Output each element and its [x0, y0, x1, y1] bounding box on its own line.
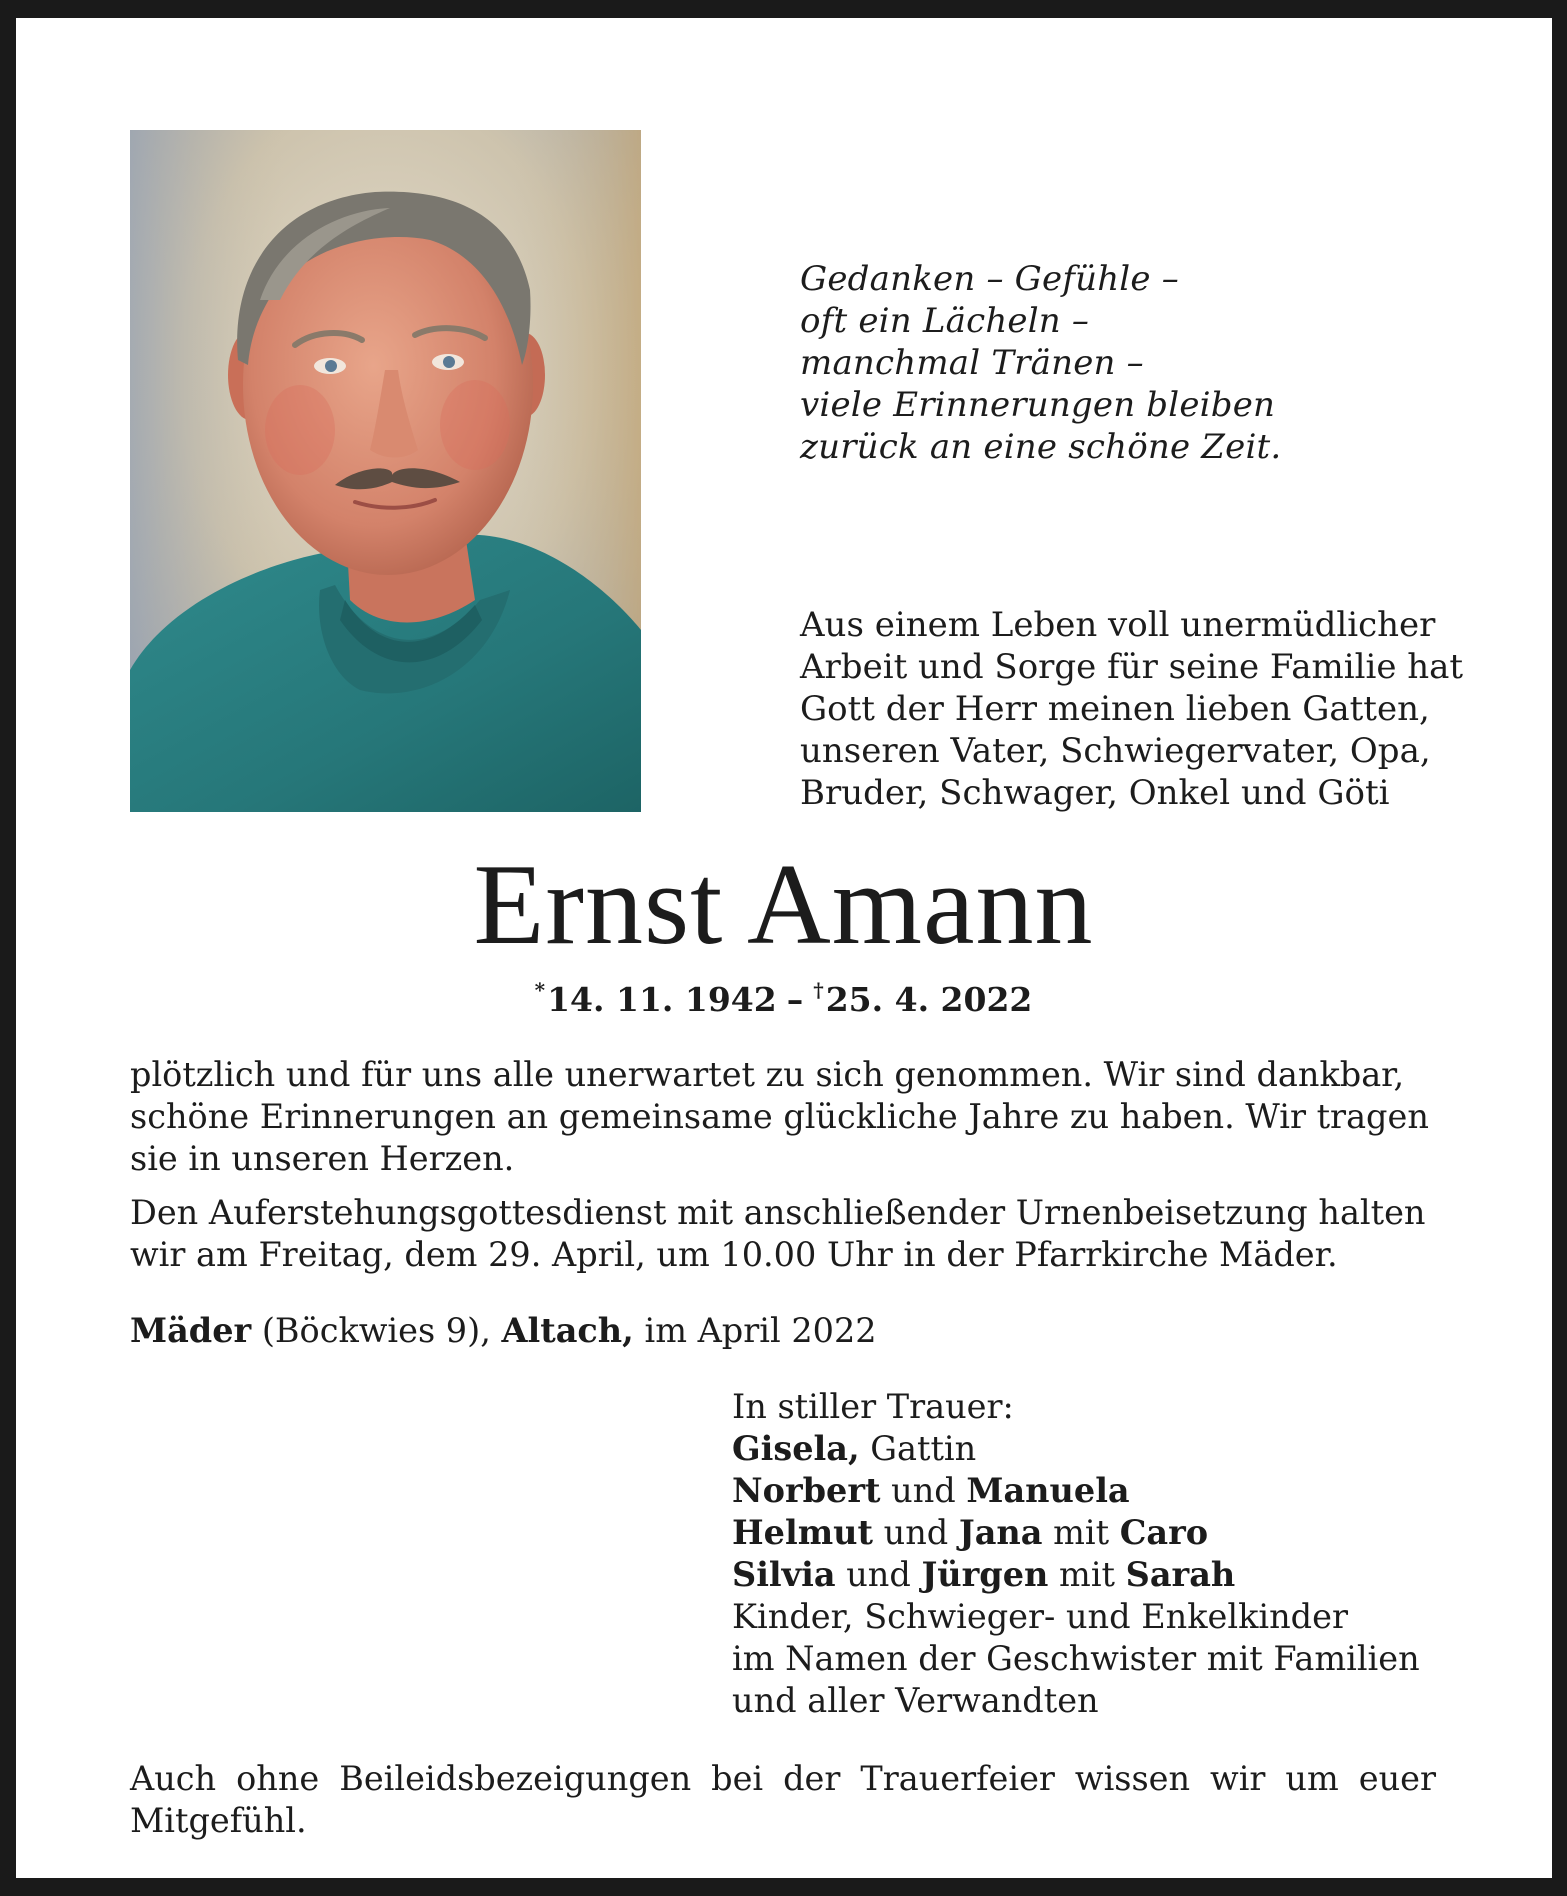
place-2: Altach, — [501, 1311, 634, 1350]
place-1: Mäder — [130, 1311, 252, 1350]
intro-line: unseren Vater, Schwiegervater, Opa, — [800, 731, 1431, 771]
mourner-line-children: Kinder, Schwieger- und Enkelkinder — [732, 1597, 1348, 1636]
month-year: im April 2022 — [633, 1311, 877, 1350]
intro-line: Aus einem Leben voll unermüdlicher — [800, 605, 1436, 645]
mourner-line-siblings: im Namen der Geschwister mit Familien — [732, 1639, 1420, 1678]
body-line: wir am Freitag, dem 29. April, um 10.00 Uhr in der Pfarrkirche Mäder. — [130, 1235, 1338, 1274]
poem-line: oft ein Lächeln – — [800, 301, 1090, 341]
death-date: 25. 4. 2022 — [825, 980, 1033, 1019]
mourners-heading: In stiller Trauer: — [732, 1387, 1014, 1426]
poem-line: viele Erinnerungen bleiben — [800, 385, 1276, 425]
mourner-line-relatives: und aller Verwandten — [732, 1681, 1099, 1720]
intro-line: Gott der Herr meinen lieben Gatten, — [800, 689, 1430, 729]
mourner-couple-2: Helmut und Jana mit Caro — [732, 1513, 1209, 1552]
body-line: sie in unseren Herzen. — [130, 1139, 515, 1178]
birth-symbol: * — [534, 978, 546, 1002]
mourner-couple-3: Silvia und Jürgen mit Sarah — [732, 1555, 1236, 1594]
portrait-photo — [130, 130, 641, 812]
death-symbol: † — [813, 978, 824, 1002]
intro-line: Bruder, Schwager, Onkel und Göti — [800, 773, 1390, 813]
body-paragraph-2 — [130, 1192, 1436, 1276]
mourner-spouse: Gisela, Gattin — [732, 1429, 977, 1468]
mourners-list — [732, 1386, 1452, 1722]
body-line: plötzlich und für uns alle unerwartet zu sich genommen. Wir sind dankbar, — [130, 1055, 1405, 1094]
poem-line: zurück an eine schöne Zeit. — [800, 427, 1282, 467]
body-line: schöne Erinnerungen an gemeinsame glückliche Jahre zu haben. Wir tragen — [130, 1097, 1429, 1136]
closing-line-2: Mitgefühl. — [130, 1801, 307, 1840]
intro-line: Arbeit und Sorge für seine Familie hat — [800, 647, 1464, 687]
closing-note — [130, 1758, 1436, 1842]
poem-line: Gedanken – Gefühle – — [800, 259, 1179, 299]
poem-line: manchmal Tränen – — [800, 343, 1144, 383]
birth-date: 14. 11. 1942 — [547, 980, 777, 1019]
life-dates — [0, 968, 1567, 1022]
body-paragraph-1 — [130, 1054, 1436, 1180]
mourner-couple-1: Norbert und Manuela — [732, 1471, 1130, 1510]
address: (Böckwies 9), — [251, 1311, 502, 1350]
place-date-line — [130, 1310, 1436, 1352]
body-line: Den Auferstehungsgottesdienst mit anschließender Urnenbeisetzung halten — [130, 1193, 1426, 1232]
deceased-name: Ernst Amann — [473, 841, 1094, 969]
poem — [800, 258, 1280, 468]
closing-line-1: Auch ohne Beileidsbezeigungen bei der Trauerfeier wissen wir um euer — [130, 1759, 1436, 1798]
date-separator: – — [786, 980, 804, 1019]
portrait-image — [130, 130, 641, 812]
intro-text — [800, 604, 1464, 814]
